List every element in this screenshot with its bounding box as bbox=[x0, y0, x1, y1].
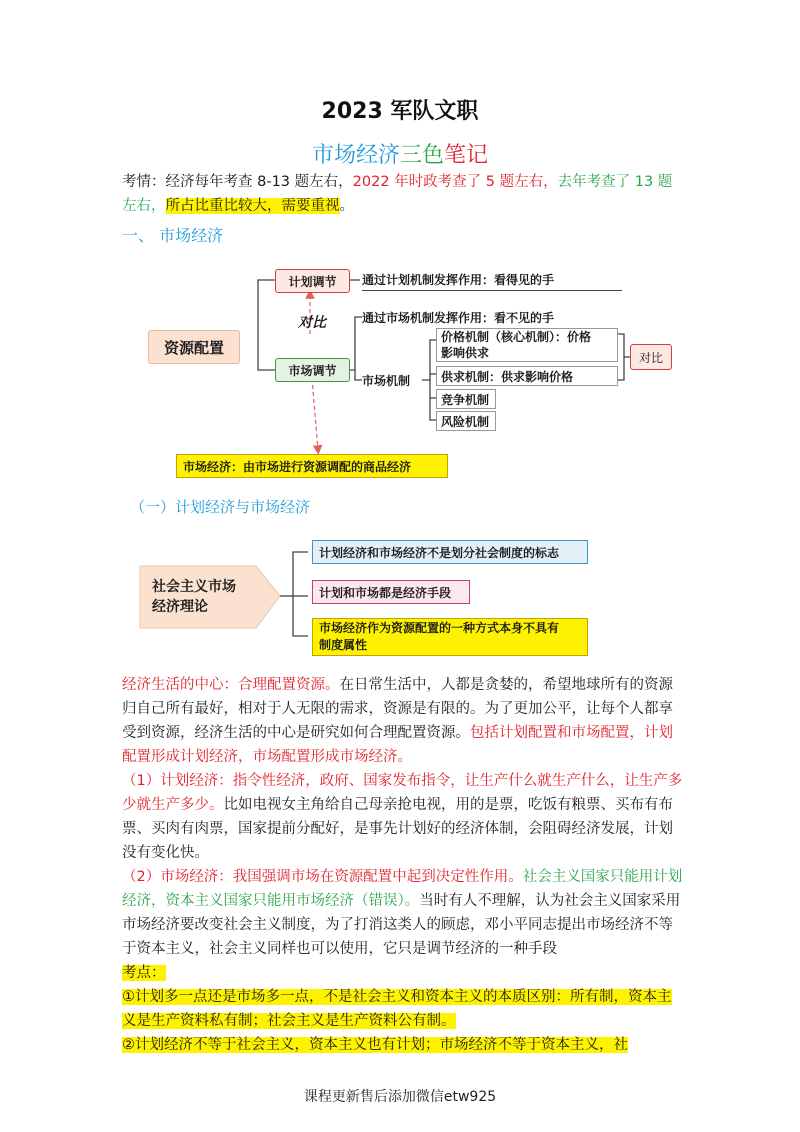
key-point-2 bbox=[122, 1033, 684, 1057]
plan-mechanism-desc: 通过计划机制发挥作用：看得见的手 bbox=[362, 269, 622, 291]
market-mechanism-desc: 通过市场机制发挥作用：看不见的手 bbox=[362, 310, 555, 325]
root-box-socialist-market-theory bbox=[152, 574, 262, 620]
intro-text-5: 。 bbox=[339, 198, 354, 214]
price-mechanism-line2: 影响供求 bbox=[441, 346, 490, 360]
market-mechanism-label: 市场机制 bbox=[362, 373, 411, 388]
kd2-text: ②计划经济不等于社会主义，资本主义也有计划；市场经济不等于资本主义，社 bbox=[122, 1037, 628, 1053]
p1-red2: 包括计划配置和市场配置，计划配置形成计划经济，市场配置形成市场经济。 bbox=[122, 725, 673, 765]
intro-paragraph bbox=[122, 170, 682, 218]
intro-text-2: 2022 年时政考查了 5 题左右， bbox=[352, 174, 558, 190]
b3-line1: 市场经济作为资源配置的一种方式本身不具有 bbox=[319, 621, 560, 635]
paragraph-planned-economy bbox=[122, 769, 684, 865]
no-institutional-attribute-box bbox=[312, 618, 588, 656]
contrast-label: 对比 bbox=[298, 315, 326, 331]
b3-line2: 制度属性 bbox=[319, 638, 368, 652]
p3-green: 社会主义国家只能用计划经济，资本主义国家只能用市场经济（错误）。 bbox=[122, 869, 683, 909]
section-heading-2: （一）计划经济与市场经济 bbox=[130, 498, 311, 516]
market-regulation-box: 市场调节 bbox=[275, 358, 350, 382]
intro-text-3: 去年考查了 13 题左右， bbox=[122, 174, 673, 214]
paragraph-economic-center bbox=[122, 673, 684, 769]
kd-label: 考点： bbox=[122, 965, 166, 981]
not-social-system-marker-box: 计划经济和市场经济不是划分社会制度的标志 bbox=[312, 540, 588, 564]
document-subtitle bbox=[0, 138, 800, 169]
intro-text-1: 考情：经济每年考查 8-13 题左右， bbox=[122, 174, 353, 190]
subtitle-part-3: 笔记 bbox=[444, 143, 489, 168]
price-mechanism-item bbox=[436, 328, 618, 362]
subtitle-part-1: 市场经济 bbox=[311, 143, 400, 168]
root-box-resource-allocation: 资源配置 bbox=[148, 330, 240, 364]
root-line1: 社会主义市场 bbox=[152, 579, 236, 595]
both-economic-means-box: 计划和市场都是经济手段 bbox=[312, 580, 470, 604]
supply-demand-mechanism-item: 供求机制：供求影响价格 bbox=[436, 366, 618, 386]
socialist-market-economy-diagram bbox=[138, 536, 598, 666]
p2-red: （1）计划经济：指令性经济，政府、国家发布指令，让生产什么就生产什么，让生产多少就生产多少。 bbox=[122, 773, 683, 813]
key-point-1 bbox=[122, 985, 684, 1033]
kd1-text: ①计划多一点还是市场多一点，不是社会主义和资本主义的本质区别：所有制，资本主义是生产资料私有制；社会主义是生产资料公有制。 bbox=[122, 989, 672, 1029]
p1-red: 经济生活的中心：合理配置资源。 bbox=[122, 677, 340, 693]
p3-red: （2）市场经济：我国强调市场在资源配置中起到决定性作用。 bbox=[122, 869, 523, 885]
market-economy-definition: 市场经济：由市场进行资源调配的商品经济 bbox=[176, 454, 448, 478]
root-line2: 经济理论 bbox=[152, 599, 208, 615]
contrast-box-right: 对比 bbox=[630, 344, 672, 370]
resource-allocation-diagram bbox=[140, 262, 680, 482]
competition-mechanism-item: 竞争机制 bbox=[436, 389, 496, 409]
p1-black: 在日常生活中，人都是贪婪的，希望地球所有的资源归自己所有最好，相对于人无限的需求，资源是有限的。为了更加公平，让每个人都享受到资源，经济生活的中心是研究如何合理配置资源。 bbox=[122, 677, 673, 741]
p3-black: 当时有人不理解，认为社会主义国家采用市场经济要改变社会主义制度，为了打消这类人的顾虑，邓小平同志提出市场经济不等于资本主义，社会主义同样也可以使用，它只是调节经济的一种手段 bbox=[122, 893, 681, 957]
intro-text-4: 所占比重比较大，需要重视 bbox=[165, 198, 340, 214]
plan-regulation-box: 计划调节 bbox=[275, 269, 350, 293]
footer-note: 课程更新售后添加微信etw925 bbox=[303, 1089, 497, 1105]
document-title: 2023 军队文职 bbox=[321, 99, 479, 124]
paragraph-market-economy bbox=[122, 865, 684, 961]
p2-black: 比如电视女主角给自己母亲抢电视，用的是票，吃饭有粮票、买布有布票、买肉有肉票，国家提前分配好，是事先计划好的经济体制，会阻碍经济发展，计划没有变化快。 bbox=[122, 797, 673, 861]
key-points-label bbox=[122, 961, 684, 985]
risk-mechanism-item: 风险机制 bbox=[436, 411, 496, 431]
subtitle-part-2: 三色 bbox=[399, 143, 444, 168]
body-text bbox=[122, 673, 684, 1057]
section-heading-1: 一、 市场经济 bbox=[122, 226, 224, 245]
price-mechanism-line1: 价格机制（核心机制）：价格 bbox=[441, 330, 592, 344]
